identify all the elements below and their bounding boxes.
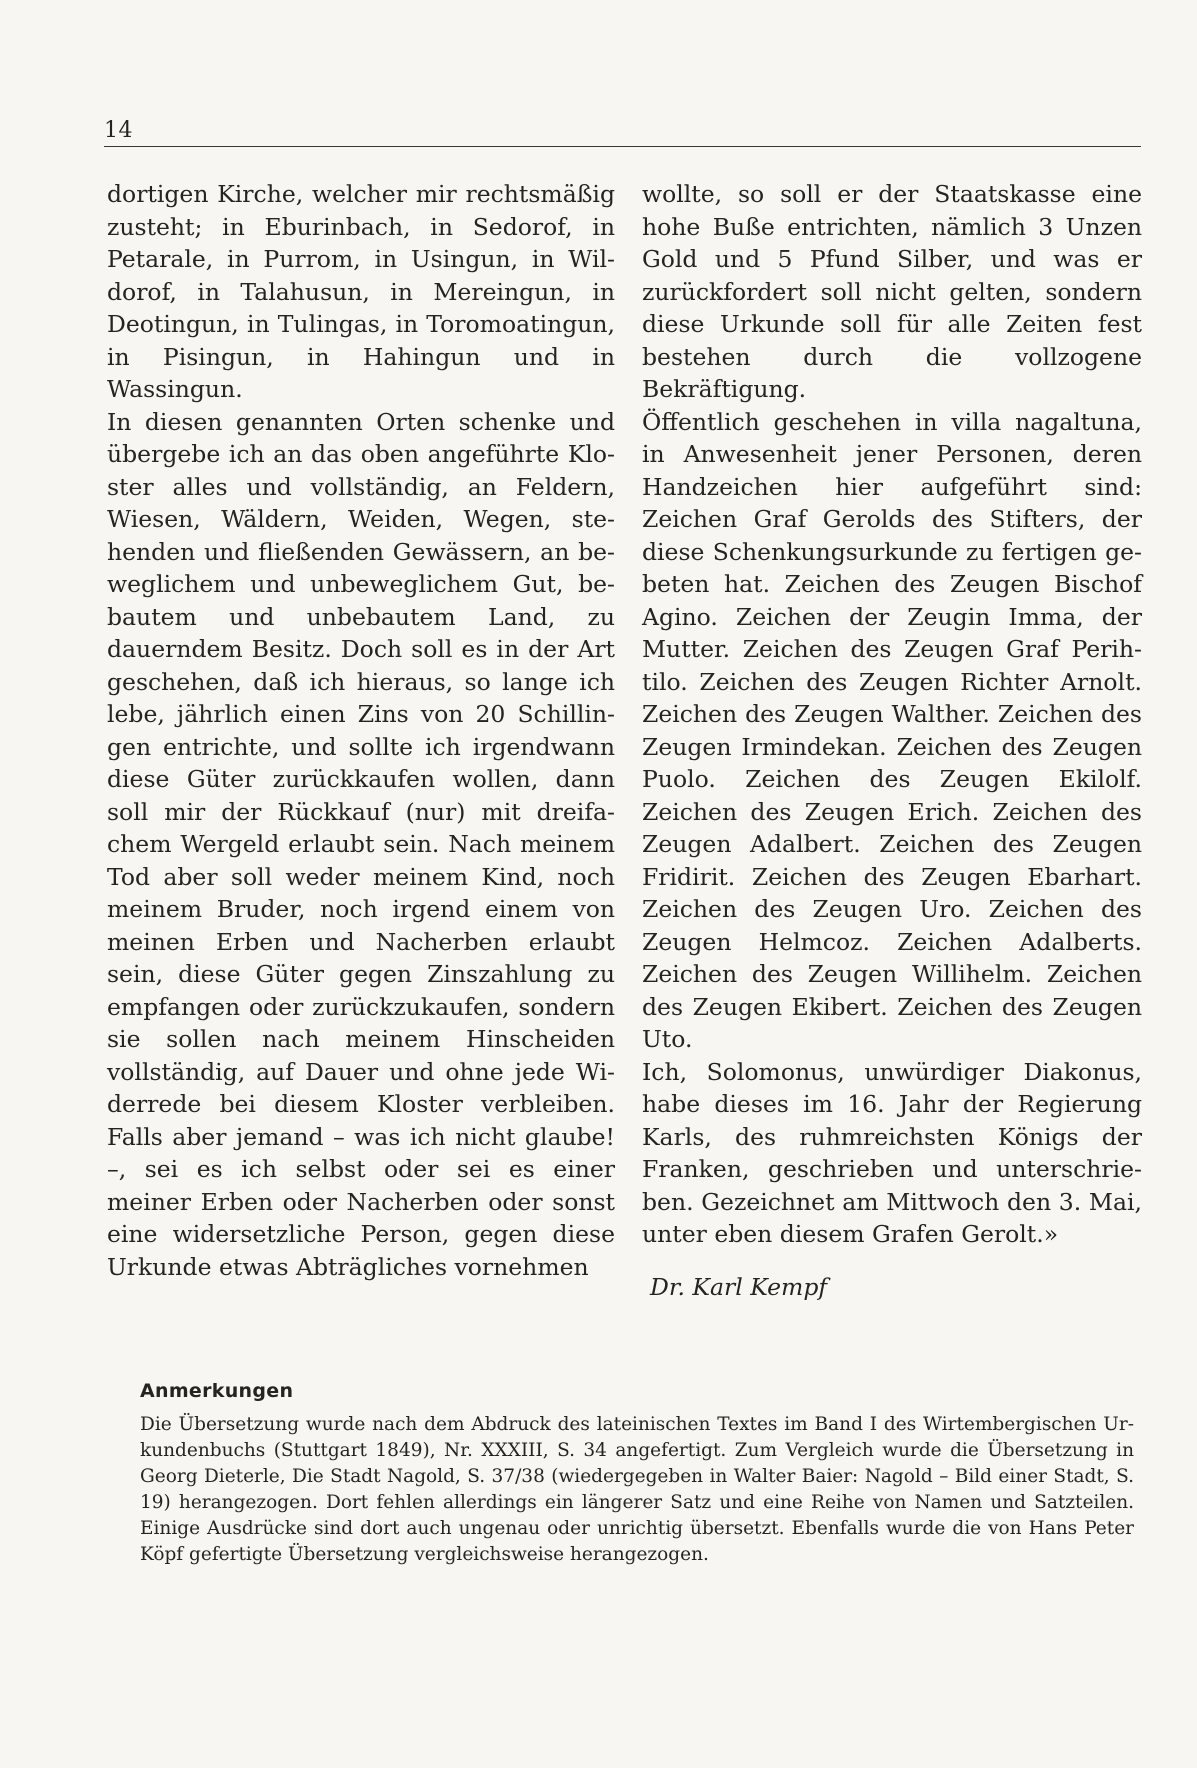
right-paragraph-3: Ich, Solomonus, unwürdiger Diakonus, habe dieses im 16. Jahr der Regierung Karls, des ruhmreichsten Königs der Franken, geschrieben und unterschrieben. Gezeichnet am Mittwoch den 3. Mai, unter eben diesem Grafen Gerolt.»: [642, 1057, 1142, 1248]
left-paragraph-2: In diesen genannten Orten schenke und übergebe ich an das oben angeführte Kloster alles und vollständig, an Feldern, Wiesen, Wäldern, Weiden, Wegen, stehenden und fließenden Gewässern, an beweglichem und unbeweglichem Gut, bebautem und unbebautem Land, zu dauerndem Besitz. Doch soll es in der Art geschehen, daß ich hieraus, so lange ich lebe, jährlich einen Zins von 20 Schillingen entrichte, und sollte ich irgendwann diese Güter zurückkaufen wollen, dann soll mir der Rückkauf (nur) mit dreifachem Wergeld erlaubt sein. Nach meinem Tod aber soll weder meinem Kind, noch meinem Bruder, noch irgend einem von meinen Erben und Nacherben erlaubt sein, diese Güter gegen Zinszahlung zu empfangen oder zurückzukaufen, sondern sie sollen nach meinem Hinscheiden vollständig, auf Dauer und ohne jede Widerrede bei diesem Kloster verbleiben. Falls aber jemand – was ich nicht glaube! –, sei es ich selbst oder sei es einer meiner Erben oder Nacherben oder sonst eine widersetzliche Person, gegen diese Urkunde etwas Abträgliches vornehmen: [107, 407, 615, 1281]
left-column: [107, 178, 615, 1283]
notes-text: Die Übersetzung wurde nach dem Abdruck des lateinischen Textes im Band I des Wirtembergischen Urkundenbuchs (Stuttgart 1849), Nr. XXXIII, S. 34 angefertigt. Zum Vergleich wurde die Übersetzung in Georg Dieterle, Die Stadt Nagold, S. 37/38 (wiedergegeben in Walter Baier: Nagold – Bild einer Stadt, S. 19) herangezogen. Dort fehlen allerdings ein längerer Satz und eine Reihe von Namen und Satzteilen. Einige Ausdrücke sind dort auch ungenau oder unrichtig übersetzt. Ebenfalls wurde die von Hans Peter Köpf gefertigte Übersetzung vergleichsweise herangezogen.: [140, 1414, 1134, 1565]
right-column: [642, 178, 1142, 1303]
right-paragraph-1: wollte, so soll er der Staatskasse eine hohe Buße entrichten, nämlich 3 Unzen Gold und 5 Pfund Silber, und was er zurückfordert soll nicht gelten, sondern diese Urkunde soll für alle Zeiten fest bestehen durch die vollzogene Bekräftigung.: [642, 180, 1142, 403]
left-paragraph-1: dortigen Kirche, welcher mir rechtsmäßig zusteht; in Eburinbach, in Sedorof, in Petarale, in Purrom, in Usingun, in Wildorof, in Talahusun, in Mereingun, in Deotingun, in Tulingas, in Toromoatingun, in Pisingun, in Hahingun und in Wassingun.: [107, 180, 615, 403]
notes-heading: Anmerkungen: [140, 1380, 294, 1402]
author-signature: Dr. Karl Kempf: [650, 1272, 828, 1301]
header-rule: [104, 146, 1141, 147]
right-paragraph-2: Öffentlich geschehen in villa nagaltuna, in Anwesenheit jener Personen, deren Handzeichen hier aufgeführt sind: Zeichen Graf Gerolds des Stifters, der diese Schenkungsurkunde zu fertigen gebeten hat. Zeichen des Zeugen Bischof Agino. Zeichen der Zeugin Imma, der Mutter. Zeichen des Zeugen Graf Perihtilo. Zeichen des Zeugen Richter Arnolt. Zeichen des Zeugen Walther. Zeichen des Zeugen Irmindekan. Zeichen des Zeugen Puolo. Zeichen des Zeugen Ekilolf. Zeichen des Zeugen Erich. Zeichen des Zeugen Adalbert. Zeichen des Zeugen Fridirit. Zeichen des Zeugen Ebarhart. Zeichen des Zeugen Uro. Zeichen des Zeugen Helmcoz. Zeichen Adalberts. Zeichen des Zeugen Willihelm. Zeichen des Zeugen Ekibert. Zeichen des Zeugen Uto.: [642, 407, 1142, 1053]
page-number: 14: [104, 118, 133, 143]
